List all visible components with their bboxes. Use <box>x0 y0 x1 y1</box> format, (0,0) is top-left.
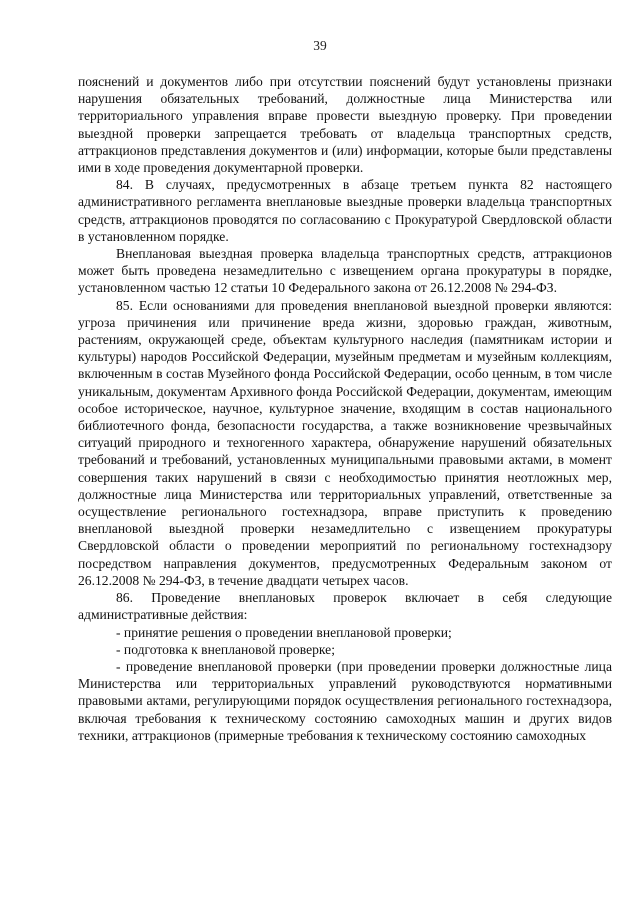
list-item: - подготовка к внеплановой проверке; <box>116 641 335 657</box>
list-item: - проведение внеплановой проверки (при проведении проверки должностные лица Министерства или территориальных управлений руководствуются нормативными правовыми актами, регулирующими порядок осуществления регионального гостехнадзора, включая требования к техническому состоянию самоходных машин и других видов техники, аттракционов (примерные требования к техническому состоянию самоходных <box>78 658 612 743</box>
document-body <box>78 73 612 744</box>
paragraph-84: 84. В случаях, предусмотренных в абзаце третьем пункта 82 настоящего административного регламента внеплановые выездные проверки владельца транспортных средств, аттракционов проводятся по согласованию с Прокуратурой Свердловской области в установленном порядке. <box>78 177 612 244</box>
page-number: 39 <box>313 38 327 53</box>
paragraph-continuation: пояснений и документов либо при отсутствии пояснений будут установлены признаки нарушения обязательных требований, должностные лица Министерства или территориального управления вправе провести выездную проверку. При проведении выездной проверки запрещается требовать от владельца транспортных средств, аттракционов представления документов и (или) информации, которые были представлены ими в ходе проведения документарной проверки. <box>78 74 612 176</box>
list-item: - принятие решения о проведении внеплановой проверки; <box>116 624 452 640</box>
paragraph-84-second: Внеплановая выездная проверка владельца транспортных средств, аттракционов может быть проведена незамедлительно с извещением органа прокуратуры в порядке, установленном частью 12 статьи 10 Федерального закона от 26.12.2008 № 294-ФЗ. <box>78 246 612 296</box>
paragraph-85: 85. Если основаниями для проведения внеплановой выездной проверки являются: угроза причинения или причинение вреда жизни, здоровью граждан, животным, растениям, окружающей среде, объектам культурного наследия (памятникам истории и культуры) народов Российской Федерации, музейным предметам и музейным коллекциям, включенным в состав Музейного фонда Российской Федерации, особо ценным, в том числе уникальным, документам Архивного фонда Российской Федерации, документам, имеющим особое историческое, научное, культурное значение, входящим в состав национального библиотечного фонда, безопасности государства, а также возникновение чрезвычайных ситуаций природного и техногенного характера, обнаружение нарушений обязательных требований и требований, установленных муниципальными правовыми актами, в момент совершения таких нарушений в связи с необходимостью принятия неотложных мер, должностные лица Министерства или территориальных управлений, ответственные за осуществление регионального гостехнадзора, вправе приступить к проведению внеплановой выездной проверки незамедлительно с извещением прокуратуры Свердловской области о проведении мероприятий по региональному гостехнадзору посредством направления документов, предусмотренных Федеральным законом от 26.12.2008 № 294-ФЗ, в течение двадцати четырех часов. <box>78 297 612 588</box>
paragraph-86: 86. Проведение внеплановых проверок включает в себя следующие административные действия: <box>78 590 612 623</box>
